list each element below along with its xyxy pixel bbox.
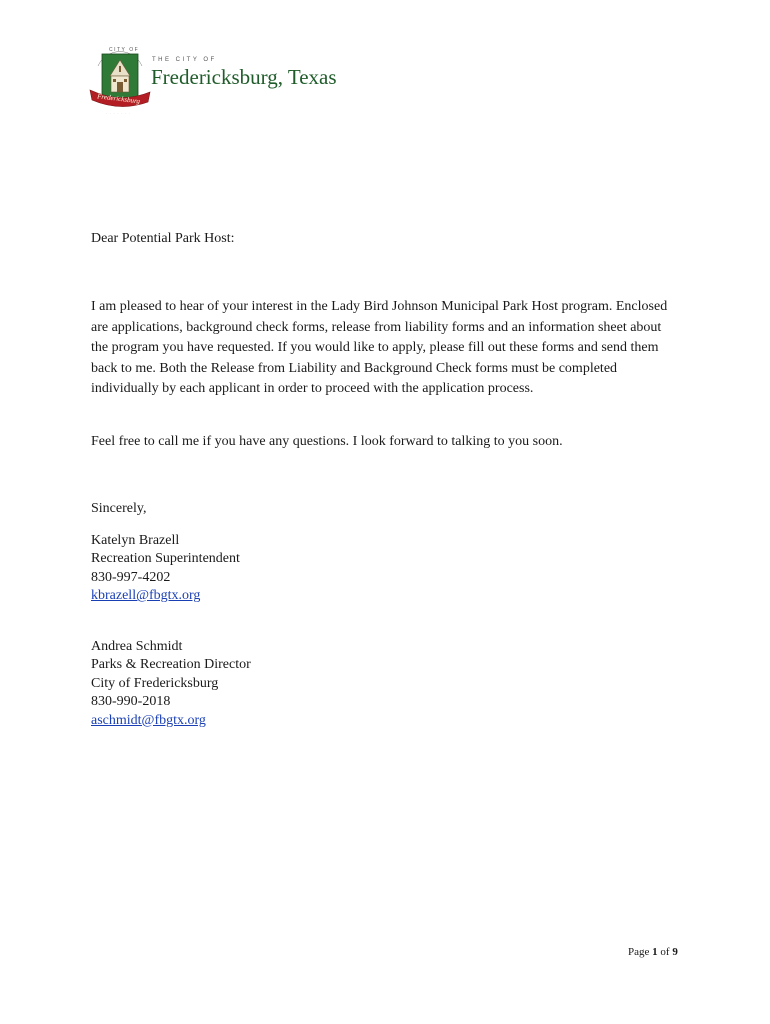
signer-phone: 830-997-4202: [91, 569, 171, 585]
signer-title: Recreation Superintendent: [91, 551, 240, 567]
signer-email-link[interactable]: kbrazell@fbgtx.org: [91, 588, 201, 604]
logo-subtitle: THE CITY OF: [152, 57, 217, 63]
page-number: [628, 946, 678, 958]
body-paragraph-1: I am pleased to hear of your interest in the Lady Bird Johnson Municipal Park Host program. Enclosed are applications, background check forms, release from liability forms and an information sheet about the program you have requested. If you would like to apply, please fill out these forms and send them back to me. Both the Release from Liability and Background Check forms must be completed individually by each applicant in order to proceed with the application process.: [91, 299, 668, 396]
signer-name: Katelyn Brazell: [91, 533, 180, 548]
signer-title: Parks & Recreation Director: [91, 657, 251, 673]
seal-banner-text: Fredericksburg: [96, 92, 141, 106]
seal-top-text: CITY OF: [109, 47, 140, 53]
body-paragraph-2: Feel free to call me if you have any questions. I look forward to talking to you soon.: [91, 434, 563, 449]
svg-text:· · · · · · ·: · · · · · · ·: [106, 111, 131, 115]
signer-phone: 830-990-2018: [91, 694, 171, 710]
city-logo: [88, 40, 358, 120]
closing: Sincerely,: [91, 501, 147, 516]
logo-title: Fredericksburg, Texas: [151, 65, 337, 89]
page-total: 9: [672, 946, 678, 958]
page-current: 1: [652, 946, 658, 958]
signature-block-1: [91, 532, 240, 606]
signer-organization: City of Fredericksburg: [91, 675, 219, 691]
city-seal-icon: [88, 40, 152, 118]
signature-block-2: [91, 638, 251, 730]
signer-email-link[interactable]: aschmidt@fbgtx.org: [91, 712, 206, 728]
page-of: of: [660, 946, 670, 958]
page-label: Page: [628, 946, 650, 958]
signer-name: Andrea Schmidt: [91, 639, 183, 654]
salutation: Dear Potential Park Host:: [91, 231, 235, 246]
